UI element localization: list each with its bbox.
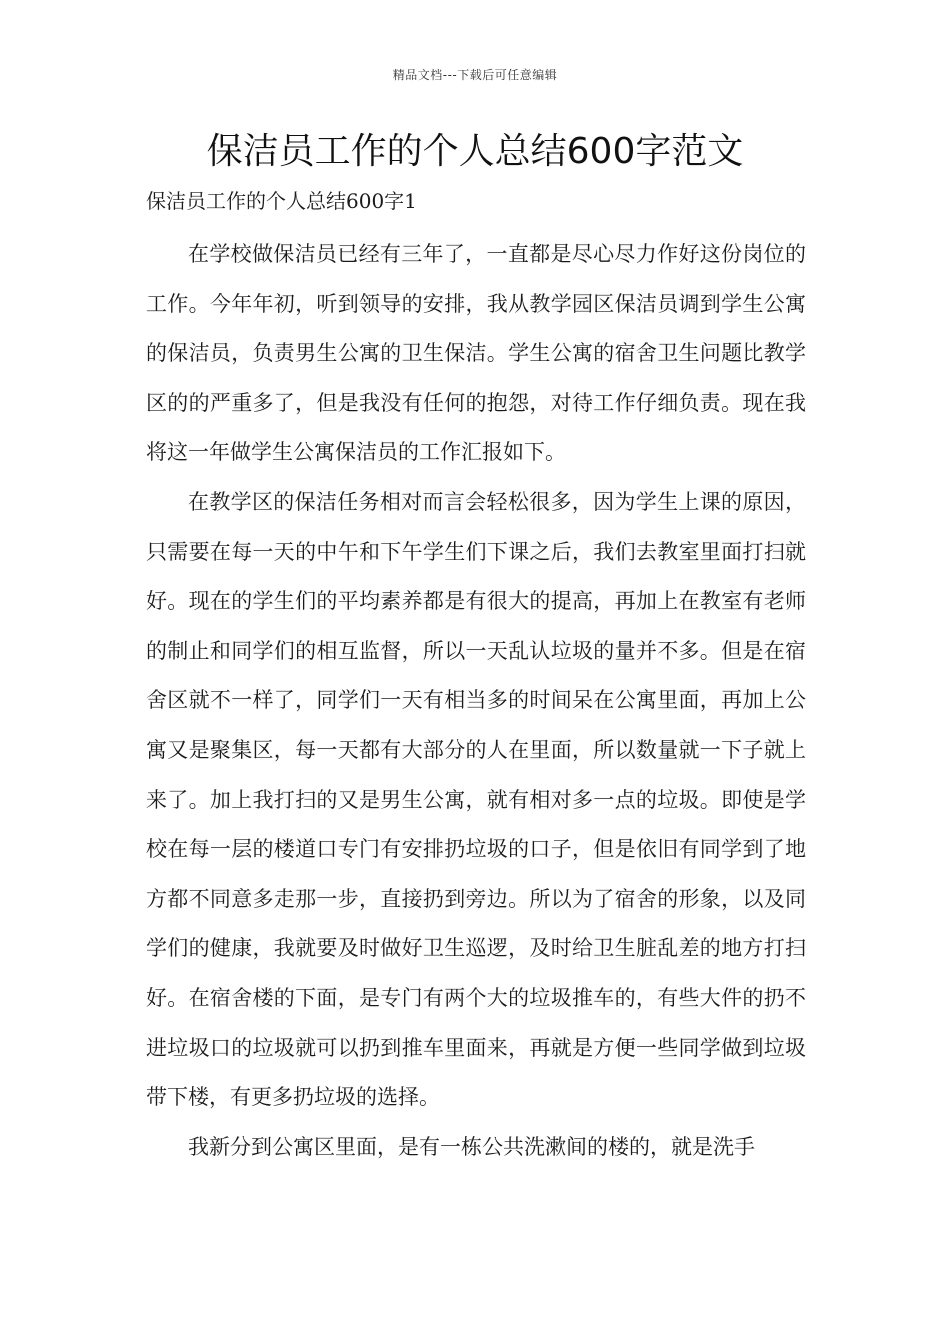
document-body [146, 230, 806, 1172]
paragraph: 在学校做保洁员已经有三年了，一直都是尽心尽力作好这份岗位的工作。今年年初，听到领导的安排，我从教学园区保洁员调到学生公寓的保洁员，负责男生公寓的卫生保洁。学生公寓的宿舍卫生问题比教学区的的严重多了，但是我没有任何的抱怨，对待工作仔细负责。现在我将这一年做学生公寓保洁员的工作汇报如下。 [146, 242, 806, 465]
paragraph: 在教学区的保洁任务相对而言会轻松很多，因为学生上课的原因，只需要在每一天的中午和下午学生们下课之后，我们去教室里面打扫就好。现在的学生们的平均素养都是有很大的提高，再加上在教室有老师的制止和同学们的相互监督，所以一天乱认垃圾的量并不多。但是在宿舍区就不一样了，同学们一天有相当多的时间呆在公寓里面，再加上公寓又是聚集区，每一天都有大部分的人在里面，所以数量就一下子就上来了。加上我打扫的又是男生公寓，就有相对多一点的垃圾。即使是学校在每一层的楼道口专门有安排扔垃圾的口子，但是依旧有同学到了地方都不同意多走那一步，直接扔到旁边。所以为了宿舍的形象，以及同学们的健康，我就要及时做好卫生巡逻，及时给卫生脏乱差的地方打扫好。在宿舍楼的下面，是专门有两个大的垃圾推车的，有些大件的扔不进垃圾口的垃圾就可以扔到推车里面来，再就是方便一些同学做到垃圾带下楼，有更多扔垃圾的选择。 [146, 489, 806, 1110]
section-heading: 保洁员工作的个人总结600字1 [146, 189, 417, 213]
paragraph: 我新分到公寓区里面，是有一栋公共洗漱间的楼的，就是洗手 [188, 1134, 755, 1159]
header-note: 精品文档---下载后可任意编辑 [392, 68, 558, 82]
document-title: 保洁员工作的个人总结600字范文 [206, 131, 744, 172]
